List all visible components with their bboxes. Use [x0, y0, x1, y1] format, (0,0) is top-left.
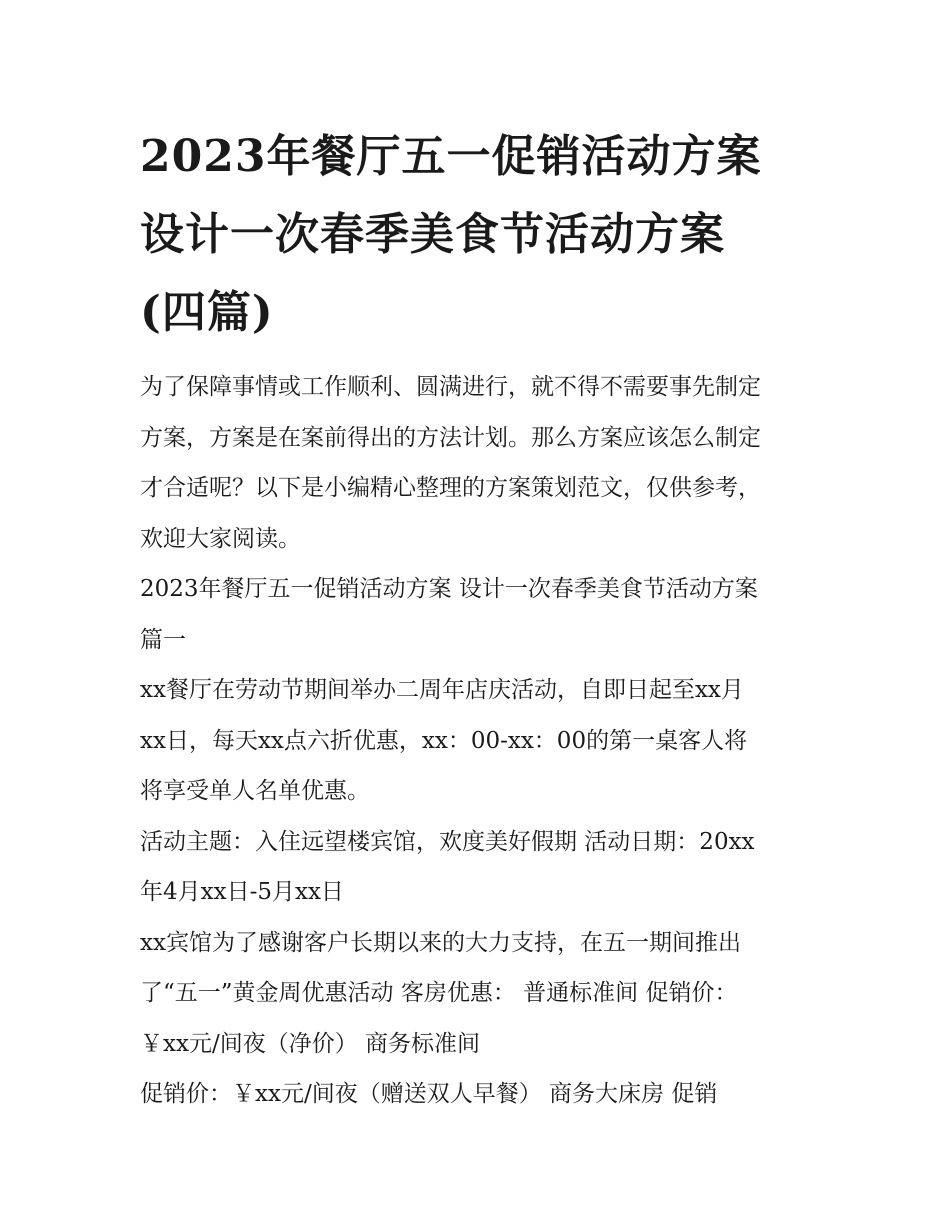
- title-line: 2023年餐厅五一促销活动方案: [140, 131, 762, 182]
- body-line: 年4月xx日-5月xx日: [140, 879, 344, 905]
- body-line: 了“五一”黄金周优惠活动 客房优惠： 普通标准间 促销价：: [140, 980, 738, 1006]
- body-line: 篇一: [140, 626, 186, 653]
- title-line: (四篇): [140, 287, 274, 338]
- body-line: 促销价：￥xx元/间夜（赠送双人早餐） 商务大床房 促销: [140, 1081, 718, 1107]
- body-line: 2023年餐厅五一促销活动方案 设计一次春季美食节活动方案: [140, 576, 758, 602]
- title-line: 设计一次春季美食节活动方案: [140, 209, 725, 260]
- body-line: 为了保障事情或工作顺利、圆满进行，就不得不需要事先制定: [140, 374, 761, 400]
- body-line: xx宾馆为了感谢客户长期以来的大力支持，在五一期间推出: [140, 929, 741, 956]
- body-line: xx日，每天xx点六折优惠，xx：00-xx：00的第一桌客人将: [140, 727, 748, 754]
- body-line: 将享受单人名单优惠。: [140, 778, 370, 804]
- document-title: [140, 118, 820, 352]
- body-line: 欢迎大家阅读。: [140, 525, 301, 552]
- document-body: [140, 362, 820, 1120]
- body-line: 活动主题：入住远望楼宾馆，欢度美好假期 活动日期：20xx: [140, 828, 755, 855]
- body-line: 方案，方案是在案前得出的方法计划。那么方案应该怎么制定: [140, 424, 761, 451]
- body-line: 才合适呢？以下是小编精心整理的方案策划范文，仅供参考，: [140, 475, 761, 501]
- document-page: [140, 118, 820, 1120]
- body-line: xx餐厅在劳动节期间举办二周年店庆活动，自即日起至xx月: [140, 677, 744, 703]
- body-line: ￥xx元/间夜（净价） 商务标准间: [140, 1030, 481, 1057]
